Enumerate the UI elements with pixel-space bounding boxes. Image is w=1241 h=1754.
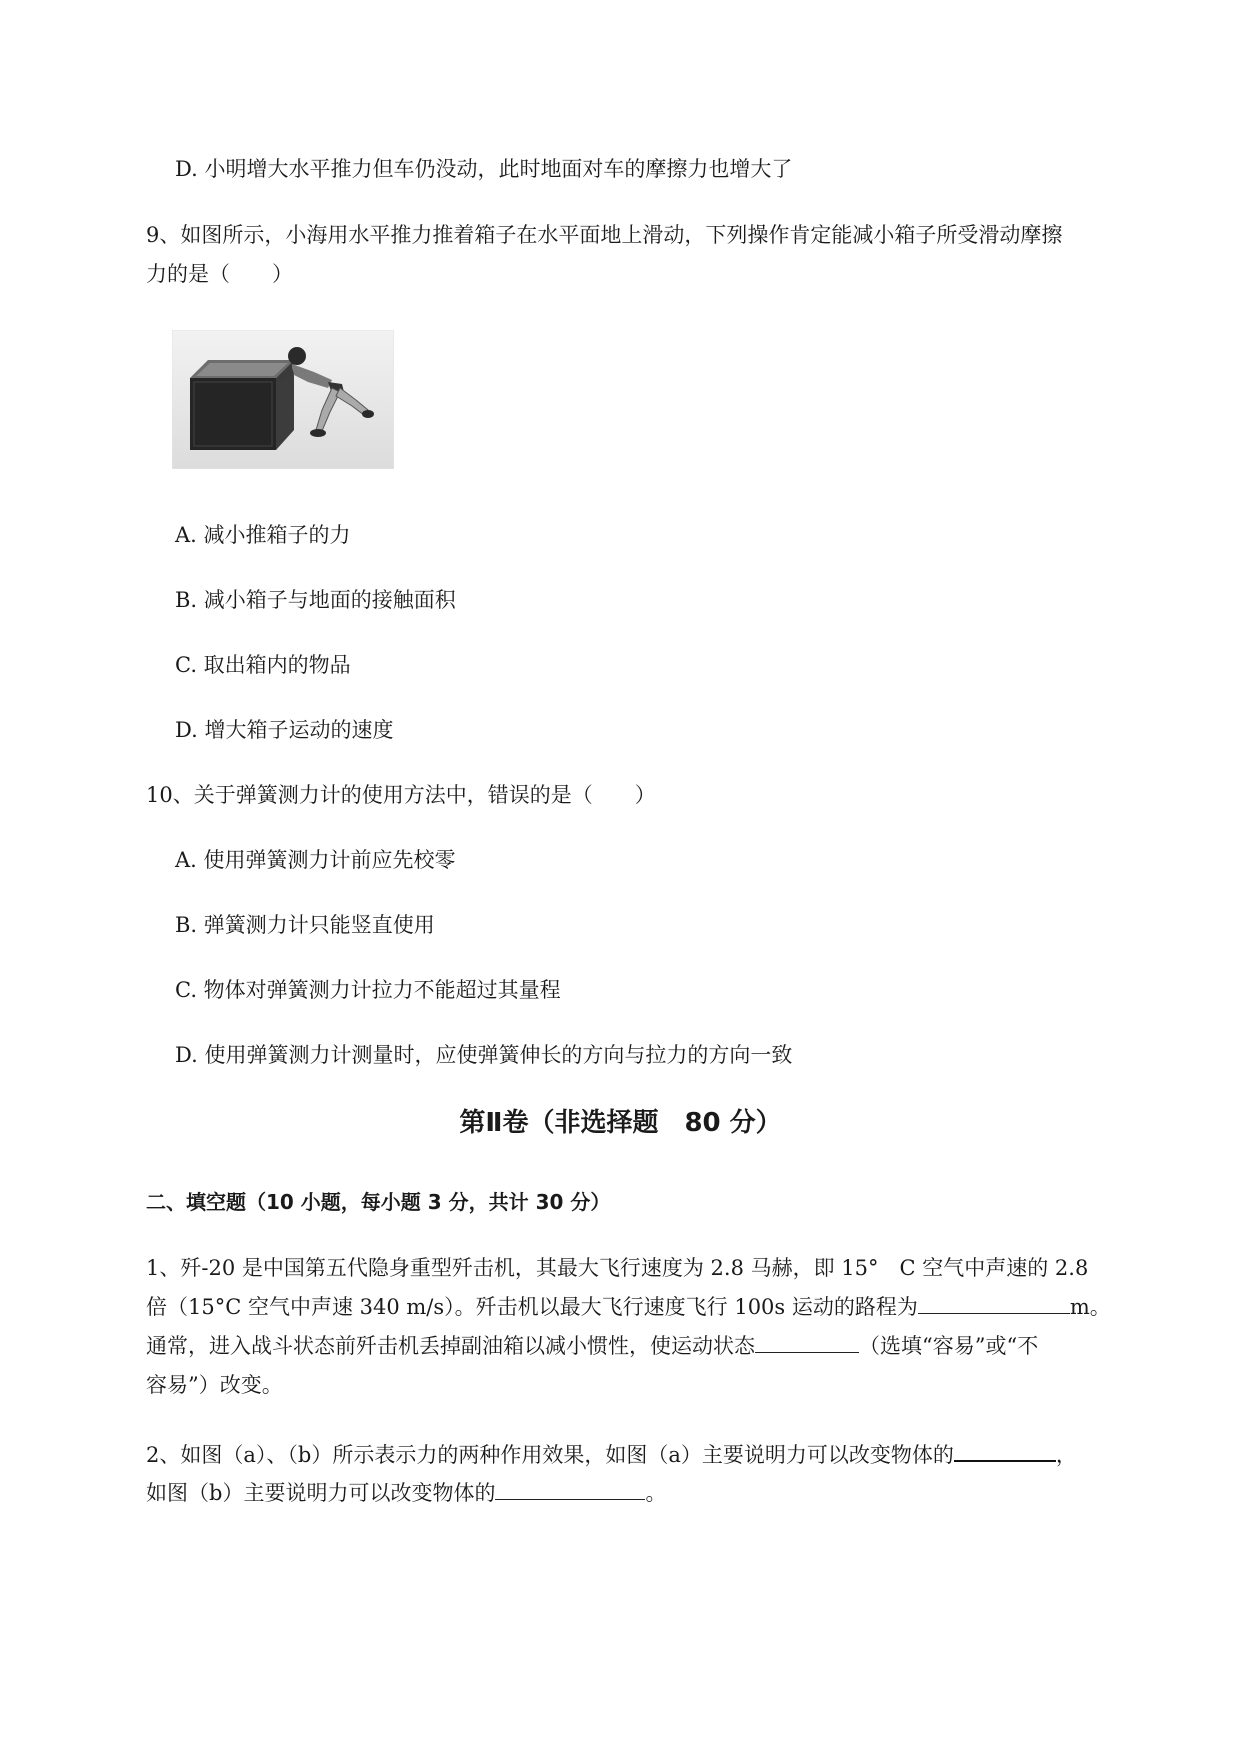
fill1-line4: 容易”）改变。 [146,1373,283,1397]
fill1-line1: 1、歼-20 是中国第五代隐身重型歼击机，其最大飞行速度为 2.8 马赫，即 15° C 空气中声速的 2.8 [146,1256,1089,1280]
fill2-effect-a-blank[interactable] [954,1440,1056,1462]
q10-option-a: A. 使用弹簧测力计前应先校零 [175,848,456,872]
fill1-line3-tail: （选填“容易”或“不 [859,1334,1039,1358]
fill2-line1 [146,1440,1077,1469]
fill2-line2-tail: 。 [645,1481,667,1505]
q10-option-c: C. 物体对弹簧测力计拉力不能超过其量程 [175,978,561,1002]
fill2-line1-tail: ， [1055,1443,1077,1467]
fill1-line2-text: 倍（15°C 空气中声速 340 m/s）。歼击机以最大飞行速度飞行 100s 运动的路程为 [146,1295,918,1319]
q10-option-b: B. 弹簧测力计只能竖直使用 [175,913,435,937]
fill2-effect-b-blank[interactable] [495,1479,645,1500]
q9-option-a: A. 减小推箱子的力 [175,523,351,547]
fill1-line3 [146,1332,1038,1360]
fill2-line2-text: 如图（b）主要说明力可以改变物体的 [146,1481,496,1505]
q9-stem-line2: 力的是（ ） [146,262,293,286]
q9-stem-line1: 9、如图所示，小海用水平推力推着箱子在水平面地上滑动，下列操作肯定能减小箱子所受滑动摩擦 [146,223,1063,247]
fill2-line2 [146,1479,666,1507]
fill2-line1-text: 2、如图（a）、（b）所示表示力的两种作用效果，如图（a）主要说明力可以改变物体的 [146,1443,954,1467]
fill1-distance-blank[interactable] [918,1293,1070,1314]
fill1-line3-text: 通常，进入战斗状态前歼击机丢掉副油箱以减小惯性，使运动状态 [146,1334,755,1358]
fill1-line2 [146,1293,1111,1321]
q9-option-b: B. 减小箱子与地面的接触面积 [175,588,456,612]
q9-option-d: D. 增大箱子运动的速度 [175,718,394,742]
q10-option-d: D. 使用弹簧测力计测量时，应使弹簧伸长的方向与拉力的方向一致 [175,1043,793,1067]
q8-option-d: D. 小明增大水平推力但车仍没动，此时地面对车的摩擦力也增大了 [175,157,793,181]
section2-heading: 二、填空题（10 小题，每小题 3 分，共计 30 分） [146,1190,611,1214]
person-pushing-box-photo [172,330,394,469]
fill1-line2-unit: m。 [1069,1295,1111,1319]
part2-title: 第Ⅱ卷（非选择题 80 分） [459,1108,782,1138]
fill1-state-blank[interactable] [755,1332,859,1353]
q10-stem: 10、关于弹簧测力计的使用方法中，错误的是（ ） [146,783,656,807]
q9-option-c: C. 取出箱内的物品 [175,653,351,677]
